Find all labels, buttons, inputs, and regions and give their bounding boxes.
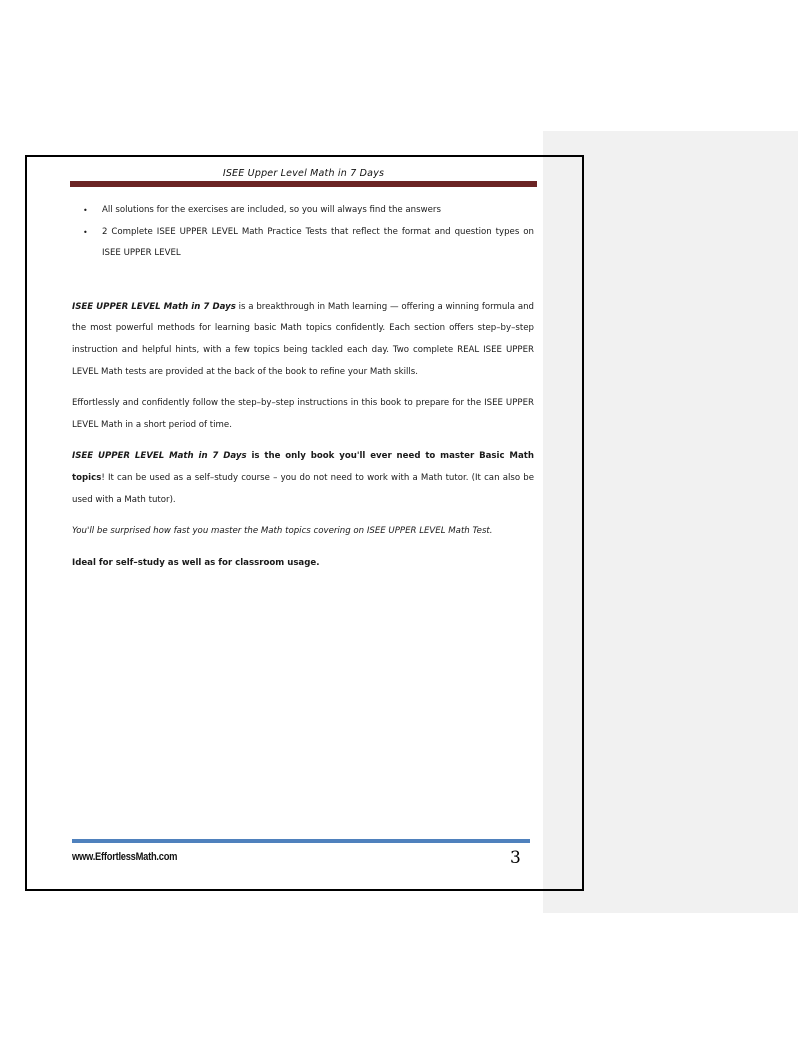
paragraph-ideal: Ideal for self–study as well as for classroom usage. <box>72 557 320 568</box>
book-title: ISEE UPPER LEVEL Math in 7 Days <box>72 301 236 312</box>
list-item: • 2 Complete ISEE UPPER LEVEL Math Practice Tests that reflect the format and question types on ISEE UPPER LEVEL <box>72 222 534 265</box>
page-number: 3 <box>510 848 521 868</box>
paragraph-surprised: You'll be surprised how fast you master the Math topics covering on ISEE UPPER LEVEL Math Test. <box>72 526 493 537</box>
list-item: • All solutions for the exercises are included, so you will always find the answers <box>72 200 534 222</box>
footer-url: www.EffortlessMath.com <box>72 851 178 863</box>
paragraph-text: is a breakthrough in Math learning — offering a winning formula and the most powerful methods for learning basic Math topics confidently. Each section offers step–by–step instruction and helpful hints, with a few topics being tackled each day. Two complete REAL ISEE UPPER LEVEL Math tests are provided at the back of the book to refine your Math skills. <box>72 301 534 377</box>
paragraph-only-book <box>72 446 534 511</box>
paragraph-prepare: Effortlessly and confidently follow the step–by–step instructions in this book to prepare for the ISEE UPPER LEVEL Math in a short period of time. <box>72 398 534 430</box>
footer-rule <box>72 839 530 843</box>
header-rule <box>70 181 537 187</box>
running-header-title: ISEE Upper Level Math in 7 Days <box>222 168 385 179</box>
book-title: ISEE UPPER LEVEL Math in 7 Days <box>72 451 247 462</box>
emphasis-text: is the only book you'll ever need to master Basic Math topics <box>72 451 534 483</box>
feature-list <box>72 200 534 265</box>
paragraph-intro <box>72 297 534 383</box>
paragraph-text: ! It can be used as a self–study course – you do not need to work with a Math tutor. (It can also be used with a Math tutor). <box>72 472 534 505</box>
page-body <box>72 200 534 574</box>
